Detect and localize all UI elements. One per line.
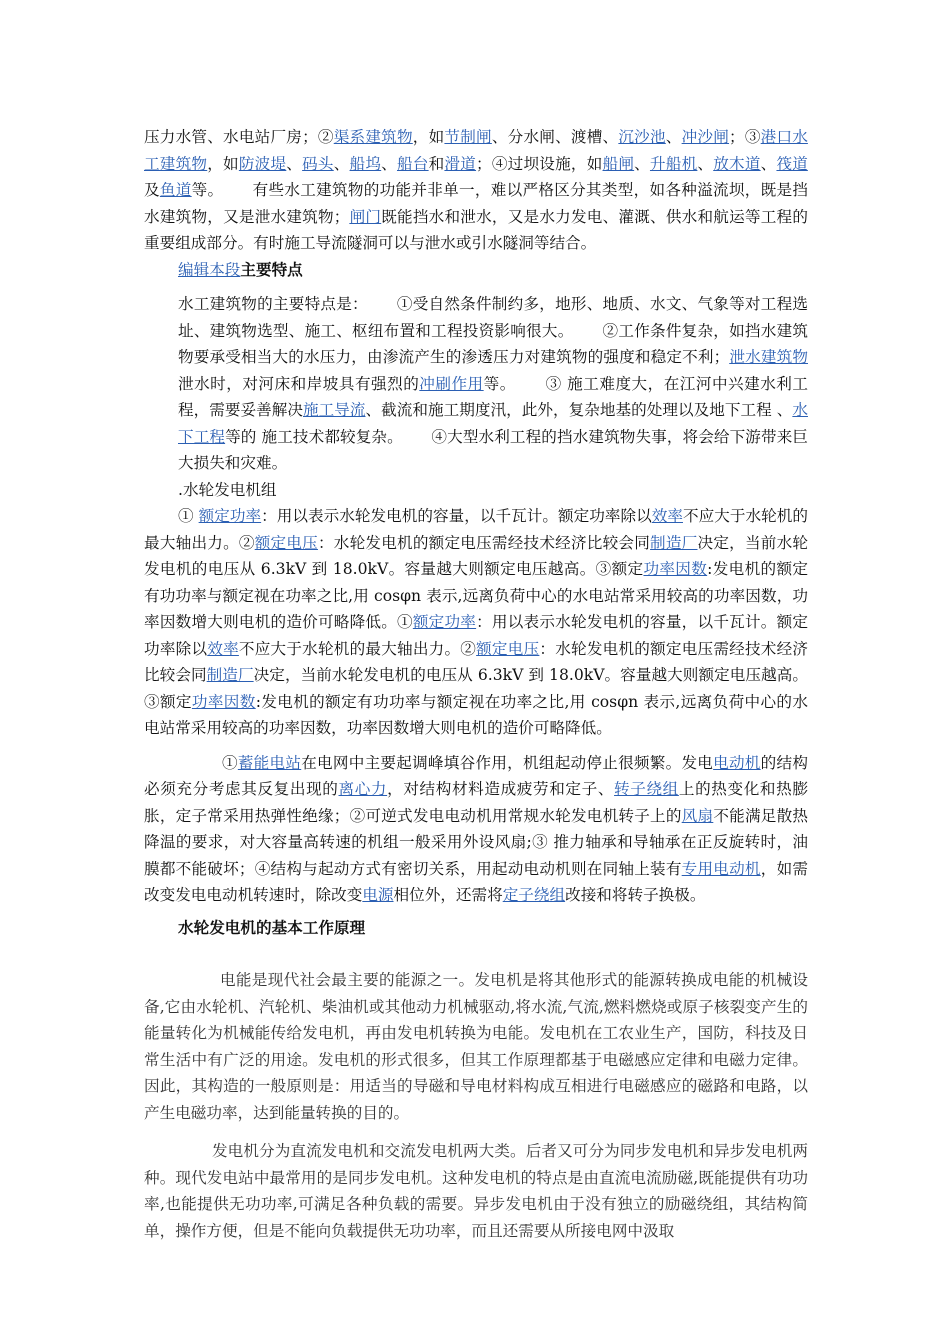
text-run: 压力水管、水电站厂房；② bbox=[144, 128, 334, 146]
hyperlink[interactable]: 编辑本段 bbox=[178, 260, 241, 279]
text-run: 、 bbox=[634, 154, 650, 173]
text-run: 水工建筑物的主要特点是： ①受自然条件制约多，地形、地质、水文、气象等对工程选址、建筑物选型、施工、枢纽布置和工程投资影响很大。 ②工作条件复杂，如挡水建筑物要承受相当大的水压力，由渗流产生的渗透压力对建筑物的强度和稳定不利； bbox=[178, 295, 808, 366]
hyperlink[interactable]: 专用电动机 bbox=[681, 859, 761, 878]
text-run: 发电机分为直流发电机和交流发电机两大类。后者又可分为同步发电机和异步发电机两种。现代发电站中最常用的是同步发电机。这种发电机的特点是由直流电流励磁,既能提供有功功率,也能提供无功功率,可满足各种负载的需要。异步发电机由于没有独立的励磁绕组，其结构简单，操作方便，但是不能向负载提供无功功率，而且还需要从所接电网中汲取 bbox=[144, 1142, 808, 1240]
text-run: 泄水时，对河床和岸坡具有强烈的 bbox=[178, 374, 420, 393]
hyperlink[interactable]: 船台 bbox=[396, 154, 429, 173]
hyperlink[interactable]: 蓄能电站 bbox=[237, 753, 302, 772]
text-run: :发电机的额定有功功率与额定视在功率之比,用 cosφn 表示,远离负荷中心的水电站常采用较高的功率因数，功率因数增大则电机的造价可略降低。① bbox=[144, 560, 808, 631]
text-run: 、 bbox=[286, 154, 303, 173]
section-heading-working-principle bbox=[144, 915, 808, 942]
text-run: 改接和将转子换极。 bbox=[565, 886, 706, 904]
hyperlink[interactable]: 防波堤 bbox=[238, 154, 287, 173]
text-run: ；③ bbox=[729, 128, 761, 146]
text-run: 决定，当前水轮发电机的电压从 6.3kV 到 18.0kV。容量越大则额定电压越高。③额定 bbox=[144, 533, 808, 578]
bold-text: 水轮发电机的基本工作原理 bbox=[178, 917, 366, 937]
hyperlink[interactable]: 滑道 bbox=[444, 154, 477, 173]
bold-text: 主要特点 bbox=[240, 259, 303, 279]
text-run: 不能满足散热降温的要求，对大容量高转速的机组一般采用外设风扇;③ 推力轴承和导轴承在正反旋转时，油膜都不能破坏；④结构与起动方式有密切关系，用起动电动机则在同轴上装有 bbox=[144, 806, 808, 878]
text-run: 、 bbox=[665, 128, 682, 146]
hyperlink[interactable]: 沉沙池 bbox=[618, 128, 666, 146]
text-run: ，如 bbox=[412, 128, 445, 146]
text-run: ，对结构材料造成疲劳和定子、 bbox=[387, 780, 615, 798]
hyperlink[interactable]: 额定功率 bbox=[198, 507, 262, 525]
hyperlink[interactable]: 功率因数 bbox=[191, 692, 256, 711]
paragraph-generator-types bbox=[144, 1138, 808, 1244]
hyperlink[interactable]: 额定电压 bbox=[254, 533, 318, 552]
text-run: ，如需改变发电电动机转速时，除改变 bbox=[144, 859, 808, 904]
text-run: 和 bbox=[428, 154, 445, 173]
text-run: ；④过坝设施，如 bbox=[476, 154, 603, 173]
text-run: 电能是现代社会最主要的能源之一。发电机是将其他形式的能源转换成电能的机械设备,它由水轮机、汽轮机、柴油机或其他动力机械驱动,将水流,气流,燃料燃烧或原子核裂变产生的能量转化为机械能传给发电机，再由发电机转换为电能。发电机在工农业生产，国防，科技及日常生活中有广泛的用途。发电机的形式很多，但其工作原理都基于电磁感应定律和电磁力定律。因此，其构造的一般原则是：用适当的导磁和导电材料构成互相进行电磁感应的磁路和电路，以产生电磁功率，达到能量转换的目的。 bbox=[144, 971, 808, 1122]
hyperlink[interactable]: 定子绕组 bbox=[502, 886, 566, 904]
document-page bbox=[144, 124, 808, 1244]
hyperlink[interactable]: 泄水建筑物 bbox=[729, 348, 808, 366]
paragraph-rated-parameters bbox=[144, 503, 808, 742]
text-run: ：水轮发电机的额定电压需经技术经济比较会同 bbox=[144, 639, 808, 684]
hyperlink[interactable]: 风扇 bbox=[681, 806, 714, 825]
hyperlink[interactable]: 电源 bbox=[362, 886, 394, 904]
text-run: 、 bbox=[697, 154, 714, 173]
paragraph-main-features bbox=[144, 291, 808, 477]
hyperlink[interactable]: 额定功率 bbox=[412, 613, 477, 631]
text-run: ：用以表示水轮发电机的容量，以千瓦计。额定功率除以 bbox=[144, 613, 808, 658]
text-run: 、 bbox=[333, 154, 350, 173]
text-run: 在电网中主要起调峰填谷作用，机组起动停止很频繁。发电 bbox=[301, 753, 714, 772]
hyperlink[interactable]: 离心力 bbox=[338, 780, 388, 798]
hyperlink[interactable]: 渠系建筑物 bbox=[333, 128, 413, 146]
text-run: 等。 有些水工建筑物的功能并非单一，难以严格区分其类型，如各种溢流坝，既是挡水建筑物，又是泄水建筑物； bbox=[144, 181, 808, 226]
section-heading-turbine-generator-set bbox=[144, 477, 808, 504]
hyperlink[interactable]: 筏道 bbox=[776, 154, 808, 173]
hyperlink[interactable]: 额定电压 bbox=[476, 639, 540, 658]
hyperlink[interactable]: 施工导流 bbox=[303, 401, 366, 419]
text-run: 等。 ③ 施工难度大，在江河中兴建水利工程，需要妥善解决 bbox=[178, 374, 808, 419]
text-run: 上的热变化和热膨胀，定子常采用热弹性绝缘；②可逆式发电电动机用常规水轮发电机转子上的 bbox=[144, 780, 808, 825]
text-run: 、 bbox=[381, 154, 397, 173]
text-run: 相位外，还需将 bbox=[393, 886, 503, 904]
text-run: ：水轮发电机的额定电压需经技术经济比较会同 bbox=[317, 533, 651, 552]
paragraph-principle-intro bbox=[144, 967, 808, 1126]
hyperlink[interactable]: 电动机 bbox=[713, 753, 761, 772]
paragraph-pumped-storage bbox=[144, 750, 808, 909]
text-run: 既能挡水和泄水，又是水力发电、灌溉、供水和航运等工程的重要组成部分。有时施工导流隧洞可以与泄水或引水隧洞等结合。 bbox=[144, 207, 808, 252]
paragraph-building-types bbox=[144, 124, 808, 257]
text-run: 、分水闸、渡槽、 bbox=[491, 128, 619, 146]
text-run: .水轮发电机组 bbox=[178, 480, 277, 499]
hyperlink[interactable]: 冲沙闸 bbox=[681, 128, 730, 146]
text-run: ：用以表示水轮发电机的容量，以千瓦计。额定功率除以 bbox=[261, 507, 652, 525]
hyperlink[interactable]: 制造厂 bbox=[206, 666, 254, 684]
text-run: 不应大于水轮机的最大轴出力。② bbox=[144, 507, 808, 552]
hyperlink[interactable]: 港口水工建筑物 bbox=[144, 128, 808, 173]
hyperlink[interactable]: 效率 bbox=[207, 639, 239, 658]
hyperlink[interactable]: 节制闸 bbox=[444, 128, 492, 146]
text-run: 、 bbox=[760, 154, 777, 173]
hyperlink[interactable]: 放木道 bbox=[713, 154, 761, 173]
hyperlink[interactable]: 效率 bbox=[651, 507, 683, 525]
text-run: 、截流和施工期度汛，此外，复杂地基的处理以及地下工程 、 bbox=[365, 401, 793, 419]
text-run: 及 bbox=[144, 181, 160, 199]
section-heading-main-features bbox=[144, 257, 808, 284]
hyperlink[interactable]: 码头 bbox=[302, 154, 334, 173]
text-run: 等的 施工技术都较复杂。 ④大型水利工程的挡水建筑物失事，将会给下游带来巨大损失和灾难。 bbox=[178, 427, 808, 472]
hyperlink[interactable]: 闸门 bbox=[349, 207, 382, 226]
hyperlink[interactable]: 冲刷作用 bbox=[419, 374, 484, 393]
text-run: :发电机的额定有功功率与额定视在功率之比,用 cosφn 表示,远离负荷中心的水电站常采用较高的功率因数，功率因数增大则电机的造价可略降低。 bbox=[144, 692, 808, 737]
text-run: ，如 bbox=[207, 154, 239, 173]
hyperlink[interactable]: 转子绕组 bbox=[614, 780, 679, 798]
hyperlink[interactable]: 鱼道 bbox=[159, 181, 192, 199]
text-run: ① bbox=[222, 753, 238, 772]
hyperlink[interactable]: 制造厂 bbox=[650, 533, 698, 552]
hyperlink[interactable]: 船闸 bbox=[602, 154, 635, 173]
hyperlink[interactable]: 水下工程 bbox=[178, 401, 808, 446]
text-run: 决定，当前水轮发电机的电压从 6.3kV 到 18.0kV。容量越大则额定电压越高。③额定 bbox=[144, 666, 808, 711]
text-run: 不应大于水轮机的最大轴出力。② bbox=[238, 639, 477, 658]
text-run: 的结构必须充分考虑其反复出现的 bbox=[144, 753, 808, 798]
text-run: ① bbox=[178, 507, 199, 525]
hyperlink[interactable]: 升船机 bbox=[649, 154, 698, 173]
hyperlink[interactable]: 船坞 bbox=[349, 154, 382, 173]
hyperlink[interactable]: 功率因数 bbox=[643, 560, 708, 578]
